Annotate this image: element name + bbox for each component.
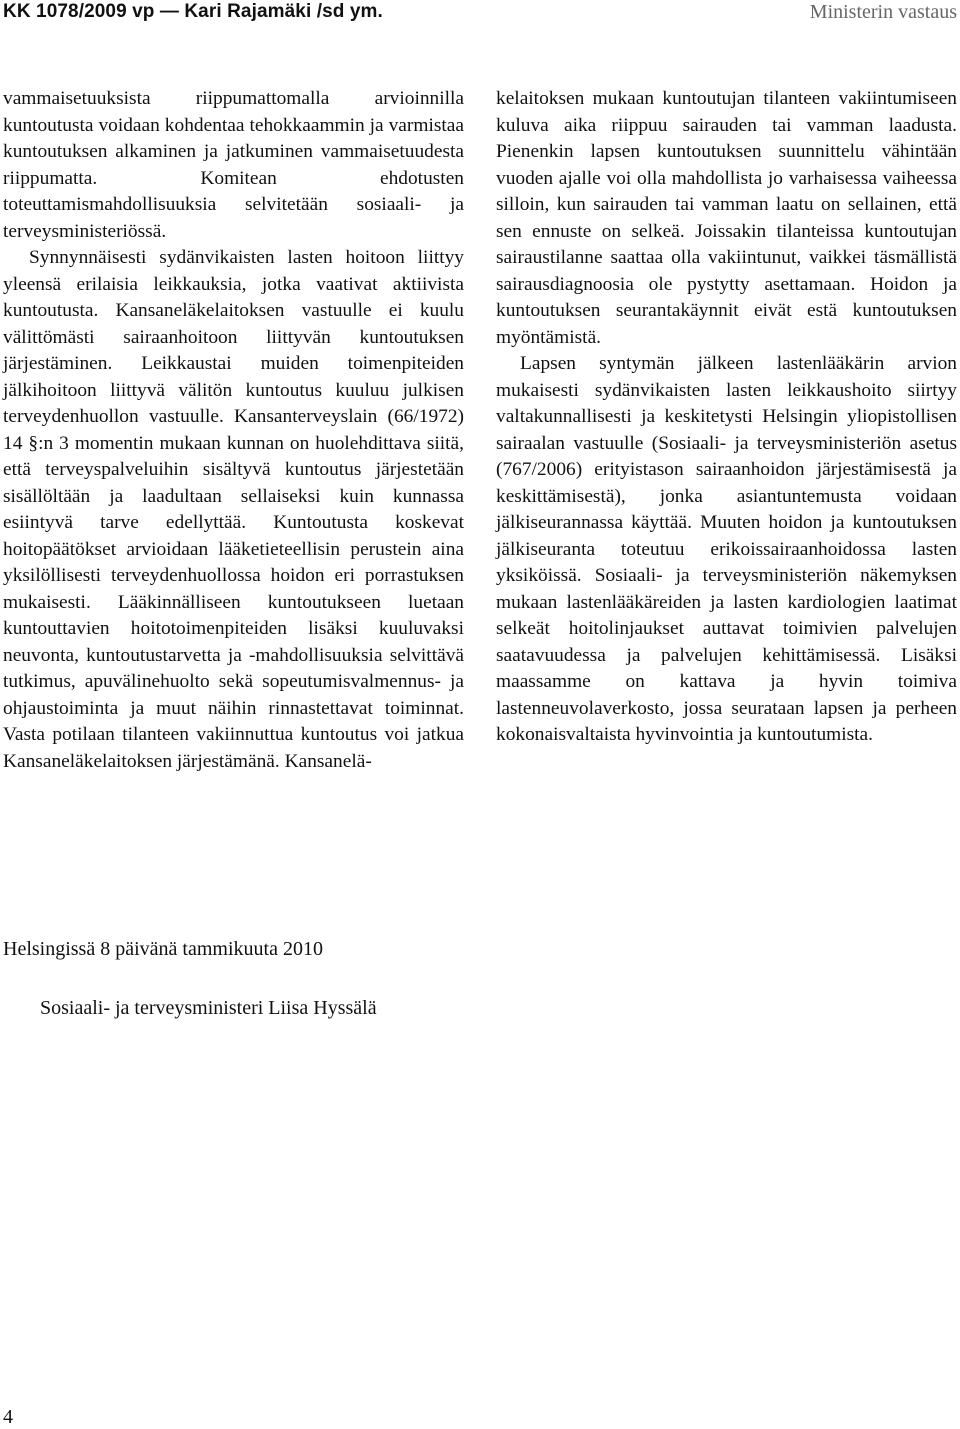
page-number: 4 (3, 1406, 13, 1428)
right-text-column (496, 86, 957, 749)
document-reference: KK 1078/2009 vp — Kari Rajamäki /sd ym. (3, 1, 383, 22)
left-text-column (3, 86, 464, 775)
minister-signature-line: Sosiaali- ja terveysministeri Liisa Hyssälä (40, 997, 377, 1019)
left-paragraph-1: vammaisetuuksista riippumattomalla arvioinnilla kuntoutusta voidaan kohdentaa tehokkaammin ja varmistaa kuntoutuksen alkaminen ja jatkuminen vammaisetuudesta riippumatta. Komitean ehdotusten toteuttamismahdollisuuksia selvitetään sosiaali- ja terveysministeriössä. (3, 88, 464, 242)
section-title: Ministerin vastaus (809, 1, 957, 23)
left-paragraph-2: Synnynnäisesti sydänvikaisten lasten hoitoon liittyy yleensä erilaisia leikkauksia, jotka vaativat aktiivista kuntoutusta. Kansaneläkelaitoksen vastuulle ei kuulu välittömästi sairaanhoitoon liittyvän kuntoutuksen järjestäminen. Leikkaustai muiden toimenpiteiden jälkihoitoon liittyvä välitön kuntoutus kuuluu julkisen terveydenhuollon vastuulle. Kansanterveyslain (66/1972) 14 §:n 3 momentin mukaan kunnan on huolehdittava siitä, että terveyspalveluihin sisältyvä kuntoutus järjestetään sisällöltään ja laadultaan sellaiseksi kuin kunnassa esiintyvä tarve edellyttää. Kuntoutusta koskevat hoitopäätökset arvioidaan lääketieteellisin perustein aina yksilöllisesti terveydenhuollossa hoidon eri porrastuksen mukaisesti. Lääkinnälliseen kuntoutukseen luetaan kuntouttavien hoitotoimenpiteiden lisäksi kuuluvaksi neuvonta, kuntoutustarvetta ja -mahdollisuuksia selvittävä tutkimus, apuvälinehuolto sekä sopeutumisvalmennus- ja ohjaustoiminta ja muut näihin rinnastettavat toiminnat. Vasta potilaan tilanteen vakiinnuttua kuntoutus voi jatkua Kansaneläkelaitoksen järjestämänä. Kansanelä- (3, 247, 464, 772)
right-paragraph-1: kelaitoksen mukaan kuntoutujan tilanteen vakiintumiseen kuluva aika riippuu sairauden tai vamman laadusta. Pienenkin lapsen kuntoutuksen suunnittelu vähintään vuoden ajalle voi olla mahdollista jo varhaisessa vaiheessa silloin, kun sairauden tai vamman laatu on sellainen, että sen ennuste on selkeä. Joissakin tilanteissa kuntoutujan sairaustilanne saattaa olla vakiintunut, vaikkei täsmällistä sairausdiagnoosia ole pystytty asettamaan. Hoidon ja kuntoutuksen seurantakäynnit eivät estä kuntoutuksen myöntämistä. (496, 88, 957, 348)
signing-date: Helsingissä 8 päivänä tammikuuta 2010 (3, 938, 323, 960)
page-header (3, 0, 957, 30)
right-paragraph-2: Lapsen syntymän jälkeen lastenlääkärin arvion mukaisesti sydänvikaisten lasten leikkaushoito siirtyy valtakunnallisesti ja keskitetysti Helsingin yliopistollisen sairaalan vastuulle (Sosiaali- ja terveysministeriön asetus (767/2006) erityistason sairaanhoidon järjestämisestä ja keskittämisestä), jonka asiantuntemusta voidaan jälkiseurannassa käyttää. Muuten hoidon ja kuntoutuksen jälkiseuranta toteutuu erikoissairaanhoidossa lasten yksiköissä. Sosiaali- ja terveysministeriön näkemyksen mukaan lastenlääkäreiden ja lasten kardiologien laatimat selkeät hoitolinjaukset auttavat toimivien palvelujen saatavuudessa ja palvelujen kehittämisessä. Lisäksi maassamme on kattava ja hyvin toimiva lastenneuvolaverkosto, jossa seurataan lapsen ja perheen kokonaisvaltaista hyvinvointia ja kuntoutumista. (496, 353, 957, 745)
